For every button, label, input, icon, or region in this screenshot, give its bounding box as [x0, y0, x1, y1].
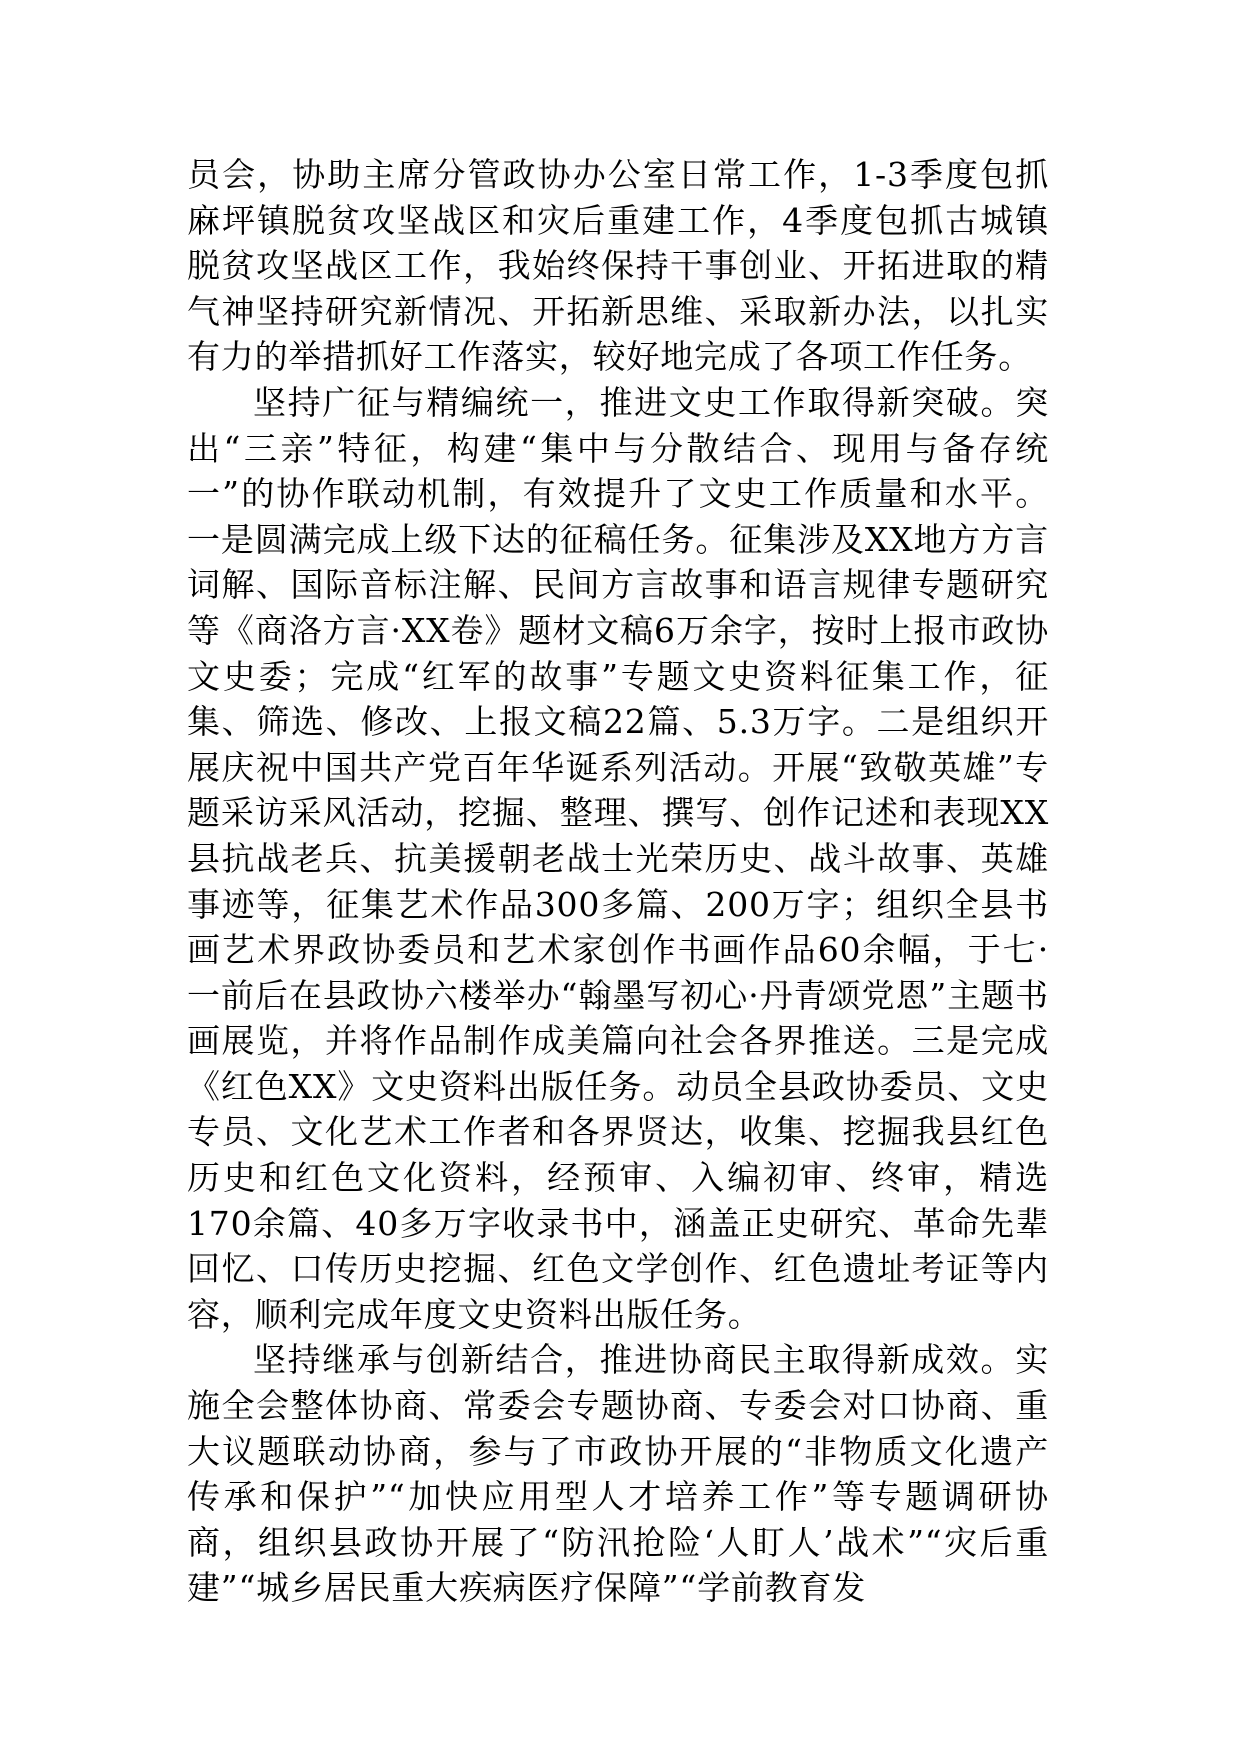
paragraph-1: 员会，协助主席分管政协办公室日常工作，1-3季度包抓麻坪镇脱贫攻坚战区和灾后重建工作，4季度包抓古城镇脱贫攻坚战区工作，我始终保持干事创业、开拓进取的精气神坚持研究新情况、开拓新思维、采取新办法，以扎实有力的举措抓好工作落实，较好地完成了各项工作任务。 [187, 155, 1049, 377]
paragraph-3: 坚持继承与创新结合，推进协商民主取得新成效。实施全会整体协商、常委会专题协商、专委会对口协商、重大议题联动协商，参与了市政协开展的“非物质文化遗产传承和保护”“加快应用型人才培养工作”等专题调研协商，组织县政协开展了“防汛抢险‘人盯人’战术”“灾后重建”“城乡居民重大疾病医疗保障”“学前教育发 [187, 1340, 1049, 1608]
paragraph-2: 坚持广征与精编统一，推进文史工作取得新突破。突出“三亲”特征，构建“集中与分散结合、现用与备存统一”的协作联动机制，有效提升了文史工作质量和水平。一是圆满完成上级下达的征稿任务。征集涉及XX地方方言词解、国际音标注解、民间方言故事和语言规律专题研究等《商洛方言·XX卷》题材文稿6万余字，按时上报市政协文史委；完成“红军的故事”专题文史资料征集工作，征集、筛选、修改、上报文稿22篇、5.3万字。二是组织开展庆祝中国共产党百年华诞系列活动。开展“致敬英雄”专题采访采风活动，挖掘、整理、撰写、创作记述和表现XX县抗战老兵、抗美援朝老战士光荣历史、战斗故事、英雄事迹等，征集艺术作品300多篇、200万字；组织全县书画艺术界政协委员和艺术家创作书画作品60余幅，于七·一前后在县政协六楼举办“翰墨写初心·丹青颂党恩”主题书画展览，并将作品制作成美篇向社会各界推送。三是完成《红色XX》文史资料出版任务。动员全县政协委员、文史专员、文化艺术工作者和各界贤达，收集、挖掘我县红色历史和红色文化资料，经预审、入编初审、终审，精选170余篇、40多万字收录书中，涵盖正史研究、革命先辈回忆、口传历史挖掘、红色文学创作、红色遗址考证等内容，顺利完成年度文史资料出版任务。 [187, 382, 1049, 1334]
document-page [187, 152, 1049, 1611]
